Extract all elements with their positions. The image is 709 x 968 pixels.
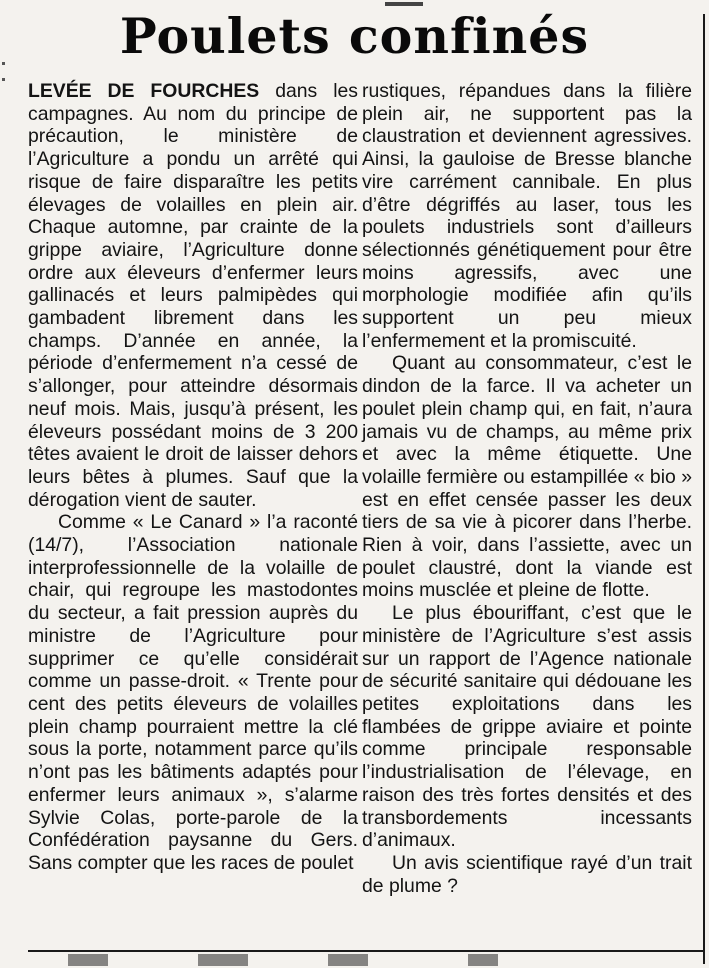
paragraph-2: Comme « Le Canard » l’a raconté (14/7), l’Association nationale interprofessionnelle de la volaille de chair, qui regroupe les mastodontes du secteur, a fait pression auprès du ministre de l’Agriculture pour supprimer ce qu’elle considérait comme un passe-droit. « Trente pour cent des petits éleveurs de volailles plein champ pourraient mettre la clé sous la porte, notamment parce qu’ils n’ont pas les bâtiments adaptés pour enfermer leurs animaux », s’alarme Sylvie Colas, porte-parole de la Confédération paysanne du Gers. Sans compter que les races de poulet: [28, 511, 358, 874]
paragraph-2-continued: rustiques, répandues dans la filière plein air, ne supportent pas la claustration et deviennent agressives. Ainsi, la gauloise de Bresse blanche vire carrément cannibale. En plus d’être dégriffés au laser, tous les poulets industriels sont d’ailleurs sélectionnés génétiquement pour être moins agressifs, avec une morphologie modifiée afin qu’ils supportent un peu mieux l’enfermement et la promiscuité.: [362, 80, 692, 352]
right-column: [362, 80, 692, 897]
kicker: LEVÉE DE FOURCHES: [28, 80, 260, 102]
paragraph-3: Quant au consommateur, c’est le dindon de la farce. Il va acheter un poulet plein champ qui, en fait, n’aura jamais vu de champs, au même prix et avec la même étiquette. Une volaille fermière ou estampillée « bio » est en effet censée passer les deux tiers de sa vie à picorer dans l’herbe. Rien à voir, dans l’assiette, avec un poulet claustré, dont la viande est moins musclée et pleine de flotte.: [362, 352, 692, 602]
margin-mark: [2, 78, 5, 81]
left-column: [28, 80, 358, 875]
cropped-image-fragment: [68, 954, 108, 966]
paragraph-5: Un avis scientifique rayé d’un trait de plume ?: [362, 851, 692, 897]
paragraph-1: [28, 80, 358, 511]
article-title: Poulets confinés: [119, 7, 590, 65]
cropped-image-fragment: [468, 954, 498, 966]
paragraph-1-text: dans les campagnes. Au nom du principe de précaution, le ministère de l’Agriculture a pondu un arrêté qui risque de faire disparaître les petits élevages de volailles en plein air. Chaque automne, par crainte de la grippe aviaire, l’Agriculture donne ordre aux éleveurs d’enfermer leurs gallinacés et leurs palmipèdes qui gambadent librement dans les champs. D’année en année, la période d’enfermement n’a cessé de s’allonger, pour atteindre désormais neuf mois. Mais, jusqu’à présent, les éleveurs possédant moins de 3 200 têtes avaient le droit de laisser dehors leurs bêtes à plumes. Sauf que la dérogation vient de sauter.: [28, 80, 358, 511]
next-article-strip: [28, 952, 705, 968]
cropped-image-fragment: [198, 954, 248, 966]
cropped-image-fragment: [328, 954, 368, 966]
paragraph-4: Le plus ébouriffant, c’est que le ministère de l’Agriculture s’est assis sur un rapport de l’Agence nationale de sécurité sanitaire qui dédouane les petites exploitations dans les flambées de grippe aviaire et pointe comme principale responsable l’industrialisation de l’élevage, en raison des très fortes densités et des transbordements incessants d’animaux.: [362, 602, 692, 852]
right-frame-rule: [703, 14, 705, 964]
